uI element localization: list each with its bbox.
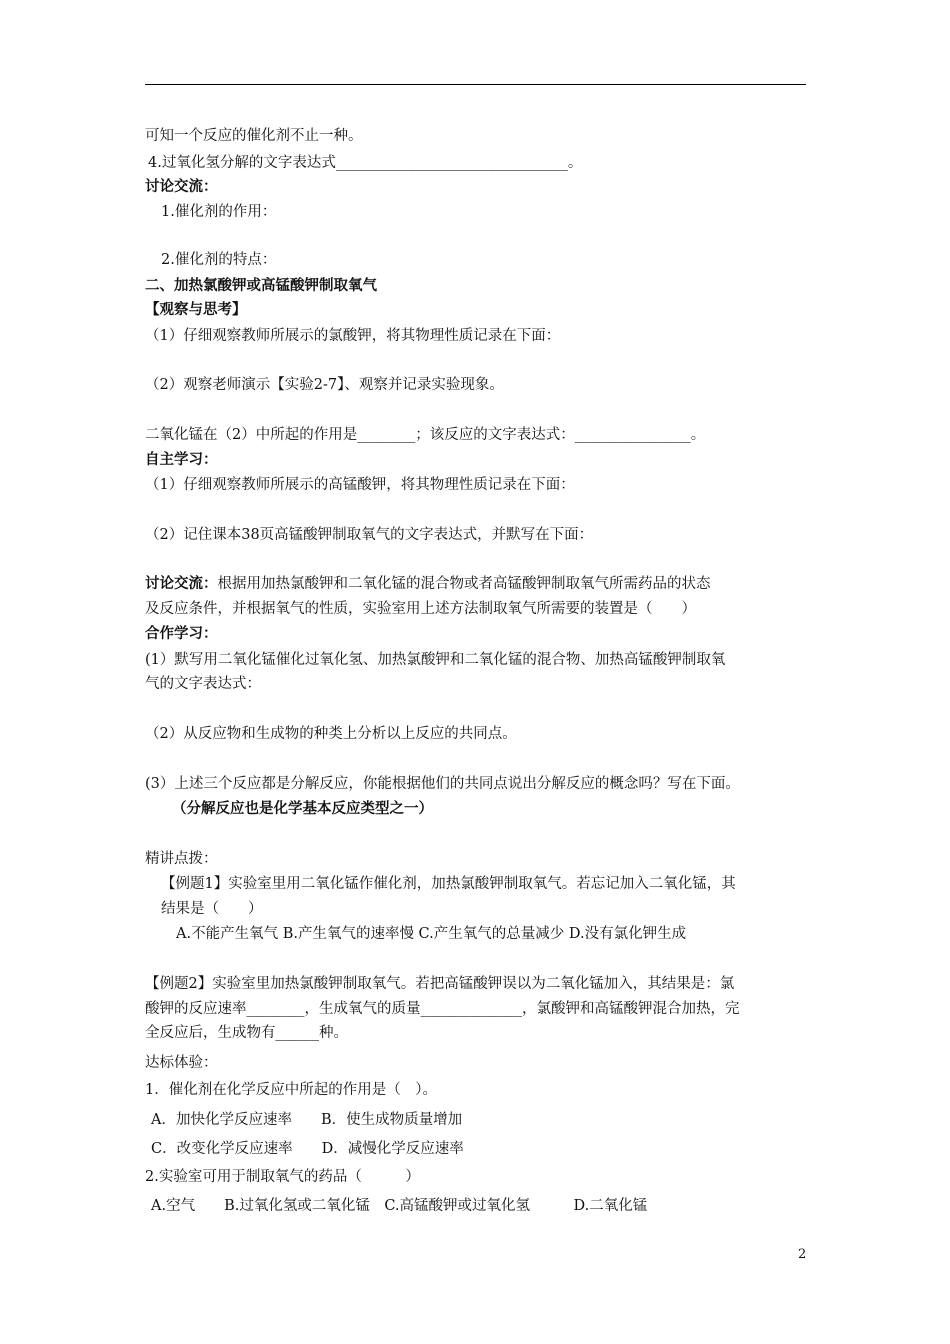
text-line: 及反应条件，并根据氧气的性质，实验室用上述方法制取氧气所需要的装置是（ ） bbox=[145, 601, 696, 617]
section-heading: 讨论交流： bbox=[145, 178, 218, 195]
text-line: A．加快化学反应速率 B．使生成物质量增加 bbox=[151, 1112, 463, 1128]
text-line: 酸钾的反应速率________，生成氧气的质量______________，氯酸钾和高锰酸钾混合加热，完 bbox=[145, 1001, 740, 1017]
text-line: (3）上述三个反应都是分解反应，你能根据他们的共同点说出分解反应的概念吗？写在下面。 bbox=[145, 776, 740, 792]
text-line: 2.实验室可用于制取氧气的药品（ ） bbox=[145, 1169, 420, 1185]
section-heading: 合作学习： bbox=[145, 625, 218, 642]
text-line: 【例题2】实验室里加热氯酸钾制取氧气。若把高锰酸钾误以为二氧化锰加入，其结果是：氯 bbox=[145, 976, 735, 992]
text-line: （2）观察老师演示【实验2-7】、观察并记录实验现象。 bbox=[145, 377, 504, 393]
text-line: 二氧化锰在（2）中所起的作用是________；该反应的文字表达式：________________。 bbox=[145, 427, 706, 443]
section-heading: 二、加热氯酸钾或高锰酸钾制取氧气 bbox=[145, 277, 377, 294]
page-number: 2 bbox=[798, 1247, 807, 1262]
section-heading: 【观察与思考】 bbox=[145, 301, 247, 318]
section-heading: 讨论交流： bbox=[145, 575, 218, 592]
text-line: C．改变化学反应速率 D．减慢化学反应速率 bbox=[151, 1141, 464, 1157]
text-line: 4.过氧化氢分解的文字表达式________________________________。 bbox=[148, 155, 583, 171]
note-text: （分解反应也是化学基本反应类型之一） bbox=[172, 800, 433, 817]
text-line: 结果是（ ） bbox=[161, 901, 263, 917]
text-line: 气的文字表达式： bbox=[145, 676, 261, 692]
text-line: A.空气 B.过氧化氢或二氧化锰 C.高锰酸钾或过氧化氢 D.二氧化锰 bbox=[151, 1198, 648, 1214]
text-line: （2）记住课本38页高锰酸钾制取氧气的文字表达式，并默写在下面： bbox=[145, 527, 594, 543]
text-line: 全反应后，生成物有______种。 bbox=[145, 1025, 348, 1041]
text-line: 【例题1】实验室里用二氧化锰作催化剂，加热氯酸钾制取氧气。若忘记加入二氧化锰，其 bbox=[161, 876, 736, 892]
text-line: 可知一个反应的催化剂不止一种。 bbox=[145, 128, 363, 144]
header-rule bbox=[145, 84, 806, 85]
text-line bbox=[145, 574, 711, 594]
text-line: A.不能产生氧气 B.产生氧气的速率慢 C.产生氧气的总量减少 D.没有氯化钾生成 bbox=[176, 926, 687, 942]
text-span: 根据用加热氯酸钾和二氧化锰的混合物或者高锰酸钾制取氧气所需药品的状态 bbox=[217, 576, 711, 592]
text-line: （2）从反应物和生成物的种类上分析以上反应的共同点。 bbox=[145, 726, 517, 742]
text-line: 1．催化剂在化学反应中所起的作用是（ ）。 bbox=[145, 1082, 437, 1098]
text-line: 1.催化剂的作用： bbox=[161, 204, 277, 220]
text-line: （1）仔细观察教师所展示的氯酸钾，将其物理性质记录在下面： bbox=[145, 328, 561, 344]
text-line: 2.催化剂的特点： bbox=[161, 252, 277, 268]
text-line: （1）仔细观察教师所展示的高锰酸钾，将其物理性质记录在下面： bbox=[145, 477, 575, 493]
section-heading: 自主学习： bbox=[145, 451, 218, 468]
text-line: (1）默写用二氧化锰催化过氧化氢、加热氯酸钾和二氧化锰的混合物、加热高锰酸钾制取氧 bbox=[145, 652, 726, 668]
text-line: 精讲点拨： bbox=[145, 851, 218, 867]
text-line: 达标体验： bbox=[145, 1055, 218, 1071]
